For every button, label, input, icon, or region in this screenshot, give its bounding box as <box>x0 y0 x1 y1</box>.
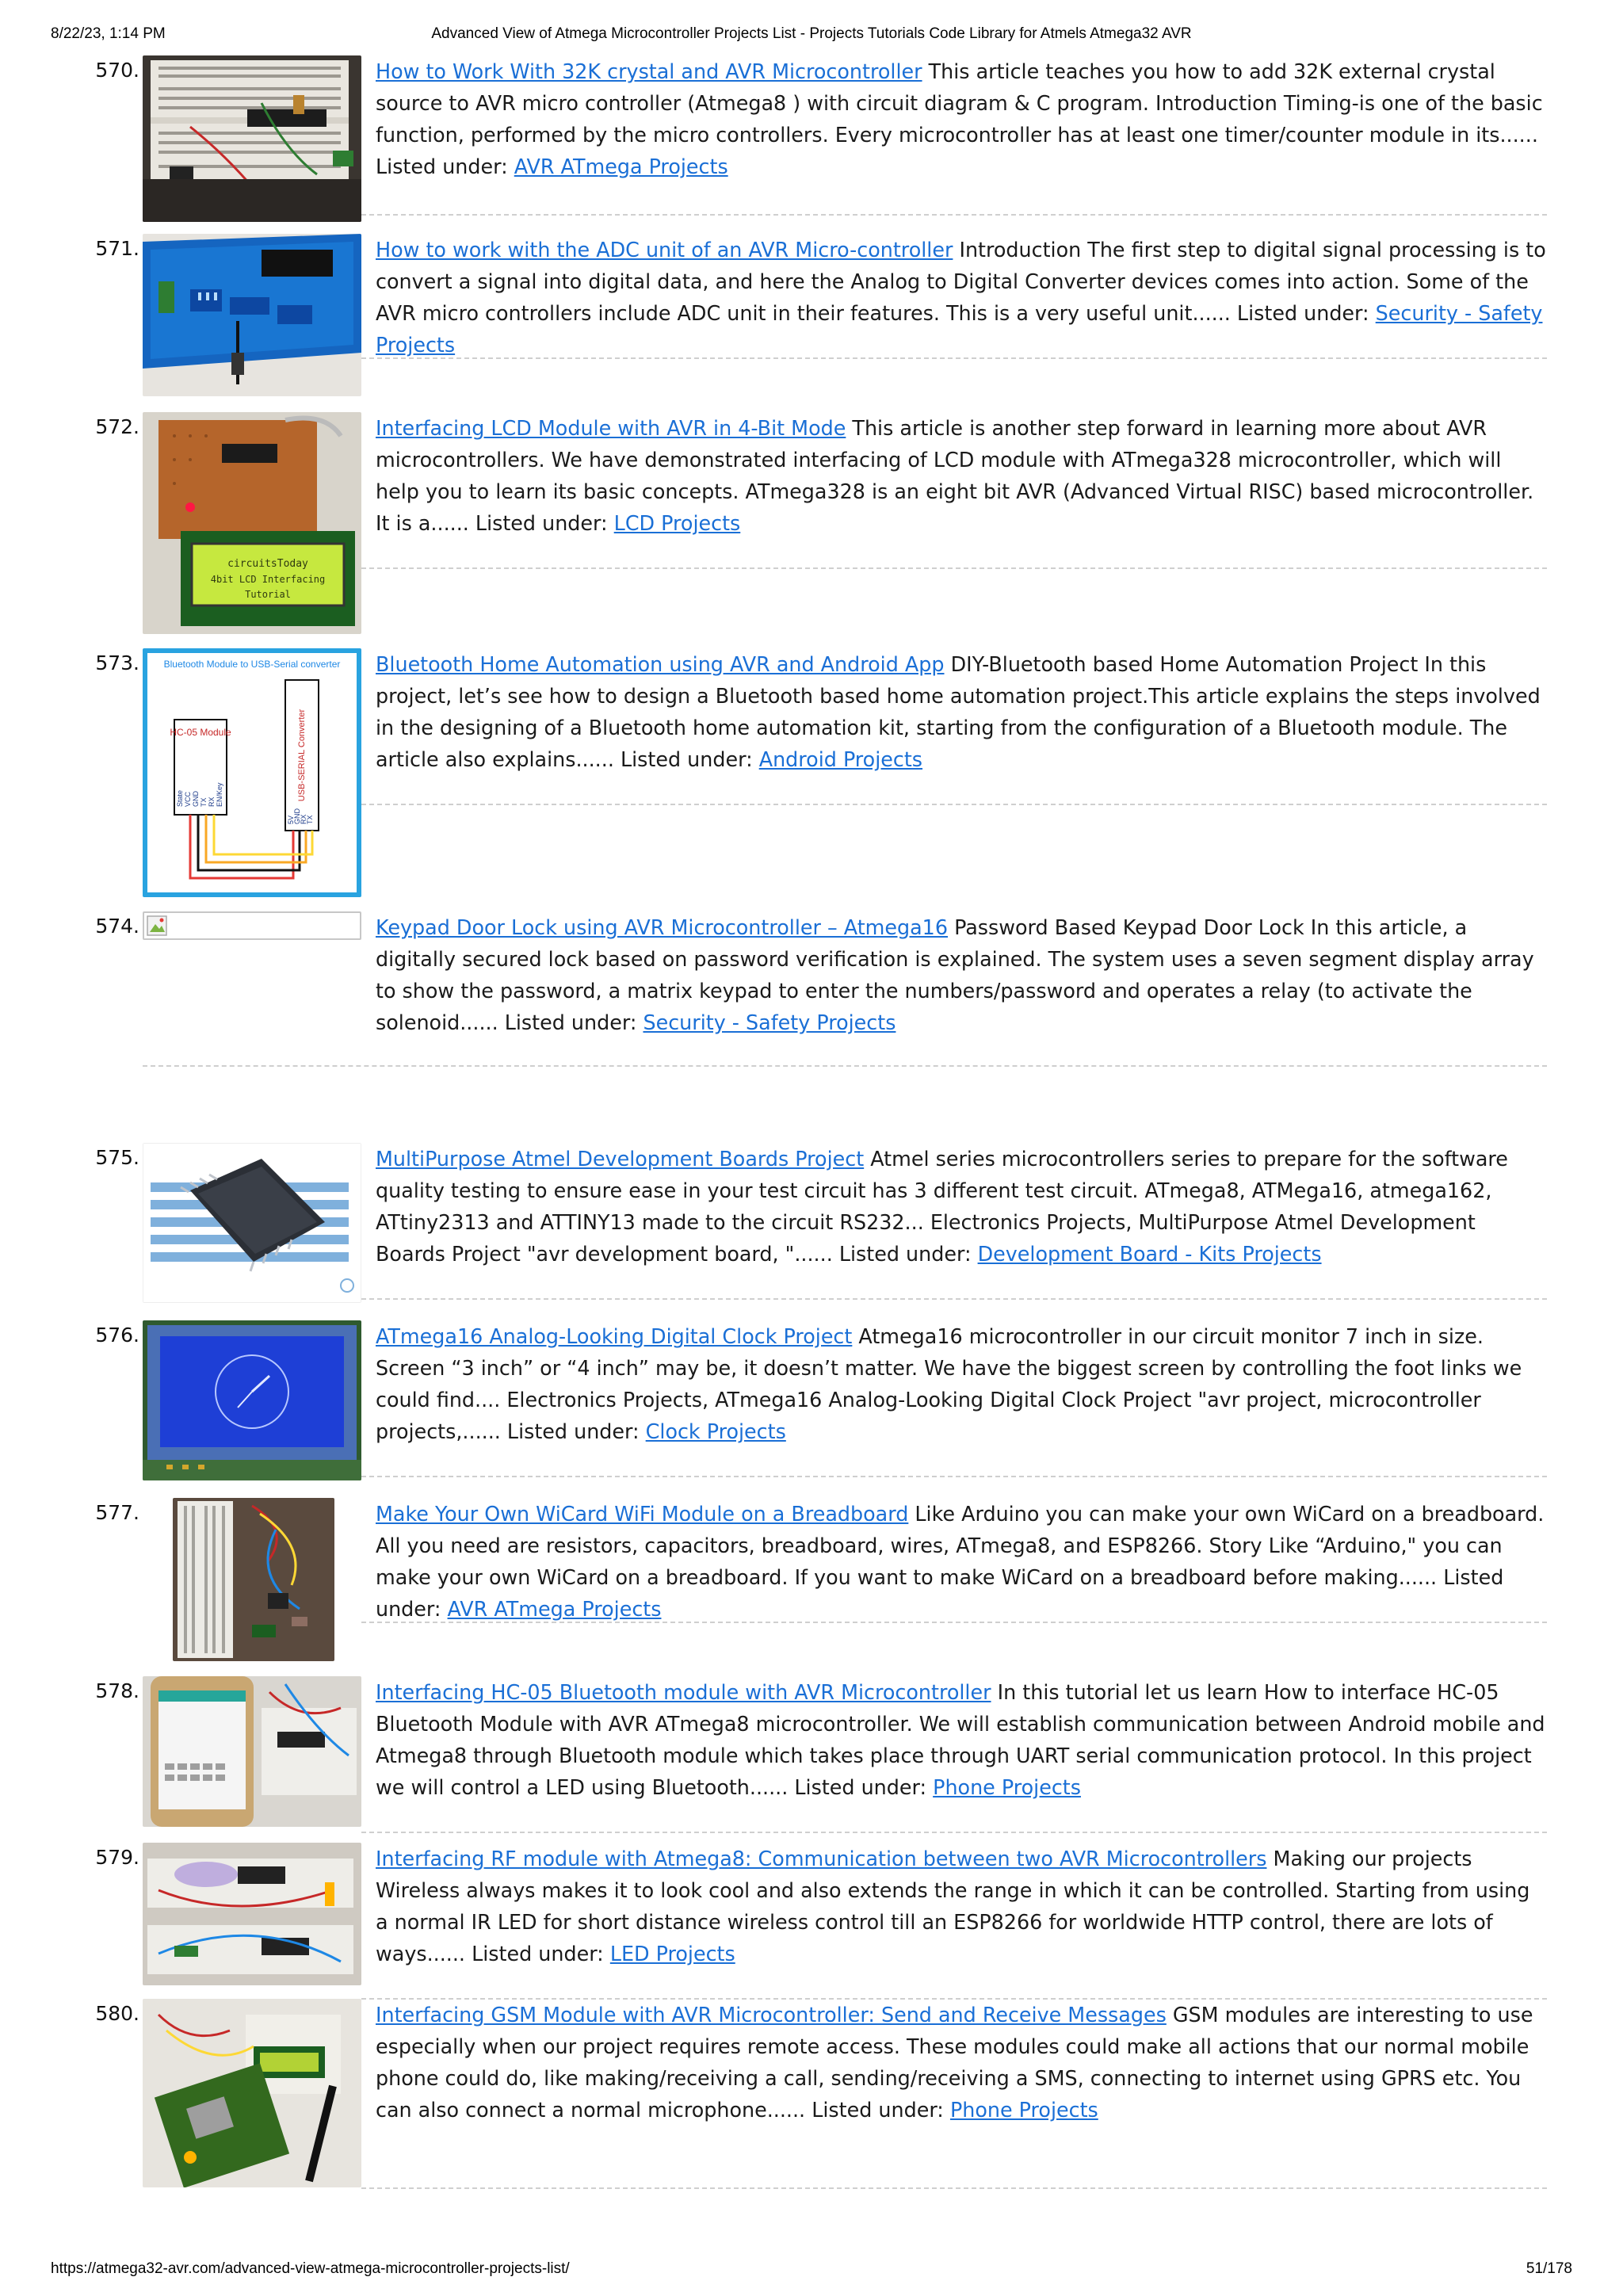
project-thumbnail[interactable] <box>143 648 361 897</box>
atmel-logo-chip <box>143 1143 361 1303</box>
item-text <box>376 1676 1547 1803</box>
pin-label: GND <box>192 791 200 807</box>
print-footer <box>0 2260 1623 2284</box>
project-thumbnail[interactable] <box>143 1999 361 2187</box>
pin-label: 5V <box>287 815 295 824</box>
project-thumbnail[interactable] <box>143 412 361 634</box>
project-title-link[interactable]: Interfacing RF module with Atmega8: Communication between two AVR Microcontrollers <box>376 1847 1267 1870</box>
item-number: 578. <box>95 1679 139 1702</box>
print-url: https://atmega32-avr.com/advanced-view-atmega-microcontroller-projects-list/ <box>51 2260 570 2277</box>
separator <box>361 1832 1547 1833</box>
pin-label: TX <box>306 815 314 824</box>
separator <box>143 1065 1547 1067</box>
item-text <box>376 648 1547 775</box>
pin-label: RX <box>208 797 216 807</box>
print-page-title: Advanced View of Atmega Microcontroller Projects List - Projects Tutorials Code Library for Atmels Atmega32 AVR <box>431 25 1192 42</box>
category-link[interactable]: Android Projects <box>758 747 923 771</box>
project-thumbnail[interactable] <box>143 55 361 222</box>
category-link[interactable]: Clock Projects <box>645 1419 786 1443</box>
item-number: 574. <box>95 915 139 938</box>
project-description: Like Arduino you can make your own WiCard on a breadboard. All you need are resistors, capacitors, breadboard, wires, ATmega8, and ESP8266. Story Like “Arduino," you can make your own WiCard on a breadboard. If you want to make WiCard on a breadboard before making...... Listed under: <box>376 1502 1545 1621</box>
project-description: Password Based Keypad Door Lock In this article, a digitally secured lock based on password verification is explained. The system uses a seven segment display array to show the password, a matrix keypad to enter the numbers/password and operates a relay (to activate the solenoid...... Listed under: <box>376 915 1534 1034</box>
item-number: 577. <box>95 1501 139 1524</box>
project-thumbnail[interactable] <box>143 1143 361 1303</box>
item-text <box>376 1320 1547 1447</box>
item-number: 571. <box>95 237 139 260</box>
category-link[interactable]: Phone Projects <box>933 1775 1081 1799</box>
item-number: 580. <box>95 2002 139 2025</box>
pin-label: RX <box>300 814 307 824</box>
item-text <box>376 1999 1547 2126</box>
item-text <box>376 1143 1547 1270</box>
project-thumbnail[interactable] <box>143 911 361 940</box>
item-text <box>376 412 1547 539</box>
project-description: In this tutorial let us learn How to interface HC-05 Bluetooth Module with AVR ATmega8 microcontroller. We will establish communication between Android mobile and Atmega8 through Bluetooth module which takes place through UART serial communication protocol. In this project we will control a LED using Bluetooth...... Listed under: <box>376 1680 1545 1799</box>
separator <box>361 2187 1547 2189</box>
pin-label: VCC <box>184 791 192 807</box>
category-link[interactable]: LCD Projects <box>613 511 741 535</box>
category-link[interactable]: Phone Projects <box>949 2098 1098 2122</box>
item-number: 572. <box>95 415 139 438</box>
project-title-link[interactable]: Bluetooth Home Automation using AVR and Android App <box>376 652 945 676</box>
project-title-link[interactable]: Interfacing GSM Module with AVR Microcontroller: Send and Receive Messages <box>376 2003 1167 2027</box>
item-text <box>376 1498 1547 1625</box>
project-description: Introduction The first step to digital signal processing is to convert a signal into digital data, and here the Analog to Digital Converter devices comes into action. Some of the AVR micro controllers include ADC unit in their features. This is a very useful unit...... Listed under: <box>376 238 1546 325</box>
project-description: GSM modules are interesting to use especially when our project requires remote access. These modules could make all actions that our normal mobile phone could do, like making/receiving a call, sending/receiving a SMS, connecting to internet using GPRS etc. You can also connect a normal microphone...... Listed under: <box>376 2003 1533 2122</box>
item-text <box>376 1843 1547 1969</box>
project-title-link[interactable]: How to Work With 32K crystal and AVR Microcontroller <box>376 59 922 83</box>
diagram-caption: Bluetooth Module to USB-Serial converter <box>163 659 341 670</box>
breadboard-crystal-photo <box>143 55 361 222</box>
project-title-link[interactable]: Make Your Own WiCard WiFi Module on a Breadboard <box>376 1502 909 1526</box>
glcd-clock-photo <box>143 1320 361 1480</box>
lcd-line-3: Tutorial <box>245 589 291 600</box>
separator <box>361 804 1547 805</box>
gsm-module-photo <box>143 1999 361 2187</box>
project-description: Making our projects Wireless always makes it to look cool and also extends the range in which it can be controlled. Starting from using a normal IR LED for short distance wireless control till an ESP8266 for worldwide HTTP control, there are lots of ways...... Listed under: <box>376 1847 1530 1966</box>
item-number: 576. <box>95 1324 139 1347</box>
project-description: This article is another step forward in learning more about AVR microcontrollers. We have demonstrated interfacing of LCD module with ATmega328 microcontroller, which will help you to learn its basic concepts. ATmega328 is an eight bit AVR (Advanced Virtual RISC) based microcontroller. It is a...... Listed under: <box>376 416 1534 535</box>
pin-label: GND <box>293 808 301 824</box>
separator <box>361 214 1547 216</box>
project-title-link[interactable]: Interfacing HC-05 Bluetooth module with AVR Microcontroller <box>376 1680 991 1704</box>
project-description: This article teaches you how to add 32K external crystal source to AVR micro controller (Atmega8 ) with circuit diagram & C program. Introduction Timing-is one of the basic function, performed by the micro controllers. Every microcontroller has at least one timer/counter module in its...... Listed under: <box>376 59 1543 178</box>
category-link[interactable]: AVR ATmega Projects <box>447 1597 662 1621</box>
lcd-module-photo <box>143 412 361 634</box>
item-text <box>376 234 1547 361</box>
bluetooth-wiring-diagram <box>143 648 361 897</box>
phone-bluetooth-photo <box>143 1676 361 1827</box>
item-number: 575. <box>95 1146 139 1169</box>
item-number: 570. <box>95 59 139 82</box>
project-description: Atmel series microcontrollers series to prepare for the software quality testing to ensure ease in your test circuit has 3 different test circuit. ATmega8, ATMega16, atmega162, ATtiny2313 and ATTINY13 made to the circuit RS232... Electronics Projects, MultiPurpose Atmel Development Boards Project "avr development board, "...... Listed under: <box>376 1147 1508 1266</box>
project-thumbnail[interactable] <box>143 1676 361 1827</box>
separator <box>361 357 1547 359</box>
broken-image-icon <box>143 911 361 940</box>
pin-label: TX <box>200 797 208 807</box>
separator <box>361 1476 1547 1477</box>
project-title-link[interactable]: Interfacing LCD Module with AVR in 4-Bit Mode <box>376 416 846 440</box>
lcd-line-1: circuitsToday <box>227 558 308 570</box>
pin-label: EN/Key <box>216 782 223 807</box>
breadboard-wicard-photo <box>173 1498 334 1661</box>
project-title-link[interactable]: How to work with the ADC unit of an AVR Micro-controller <box>376 238 953 262</box>
separator <box>361 1622 1547 1623</box>
category-link[interactable]: Development Board - Kits Projects <box>977 1242 1322 1266</box>
project-thumbnail[interactable] <box>143 234 361 396</box>
blue-dev-board-photo <box>143 234 361 396</box>
lcd-line-2: 4bit LCD Interfacing <box>210 574 326 585</box>
project-title-link[interactable]: MultiPurpose Atmel Development Boards Project <box>376 1147 865 1171</box>
category-link[interactable]: Security - Safety Projects <box>376 301 1543 357</box>
print-datetime: 8/22/23, 1:14 PM <box>51 25 166 42</box>
rf-breadboards-photo <box>143 1843 361 1985</box>
project-thumbnail[interactable] <box>143 1843 361 1985</box>
project-thumbnail[interactable] <box>143 1320 361 1480</box>
separator <box>361 567 1547 569</box>
item-text <box>376 55 1547 182</box>
pin-label: State <box>176 789 184 807</box>
project-thumbnail[interactable] <box>173 1498 334 1661</box>
category-link[interactable]: AVR ATmega Projects <box>514 155 728 178</box>
module-label: HC-05 Module <box>170 727 231 738</box>
page-number: 51/178 <box>1526 2260 1572 2277</box>
project-title-link[interactable]: ATmega16 Analog-Looking Digital Clock Project <box>376 1324 853 1348</box>
converter-label: USB-SERIAL Converter <box>297 709 307 802</box>
item-number: 573. <box>95 651 139 674</box>
category-link[interactable]: LED Projects <box>609 1942 735 1966</box>
item-number: 579. <box>95 1846 139 1869</box>
project-title-link[interactable]: Keypad Door Lock using AVR Microcontroller – Atmega16 <box>376 915 948 939</box>
project-description: Atmega16 microcontroller in our circuit monitor 7 inch in size. Screen “3 inch” or “4 inch” may be, it doesn’t matter. We have the biggest screen by controlling the foot links we could find.... Electronics Projects, ATmega16 Analog-Looking Digital Clock Project "avr project, microcontroller projects,...... Listed under: <box>376 1324 1522 1443</box>
separator <box>361 1298 1547 1300</box>
category-link[interactable]: Security - Safety Projects <box>643 1010 896 1034</box>
project-description: DIY-Bluetooth based Home Automation Project In this project, let’s see how to design a Bluetooth based home automation project.This article explains the steps involved in the designing of a Bluetooth home automation kit, starting from the configuration of a Bluetooth module. The article also explains...... Listed under: <box>376 652 1541 771</box>
item-text <box>376 911 1547 1038</box>
